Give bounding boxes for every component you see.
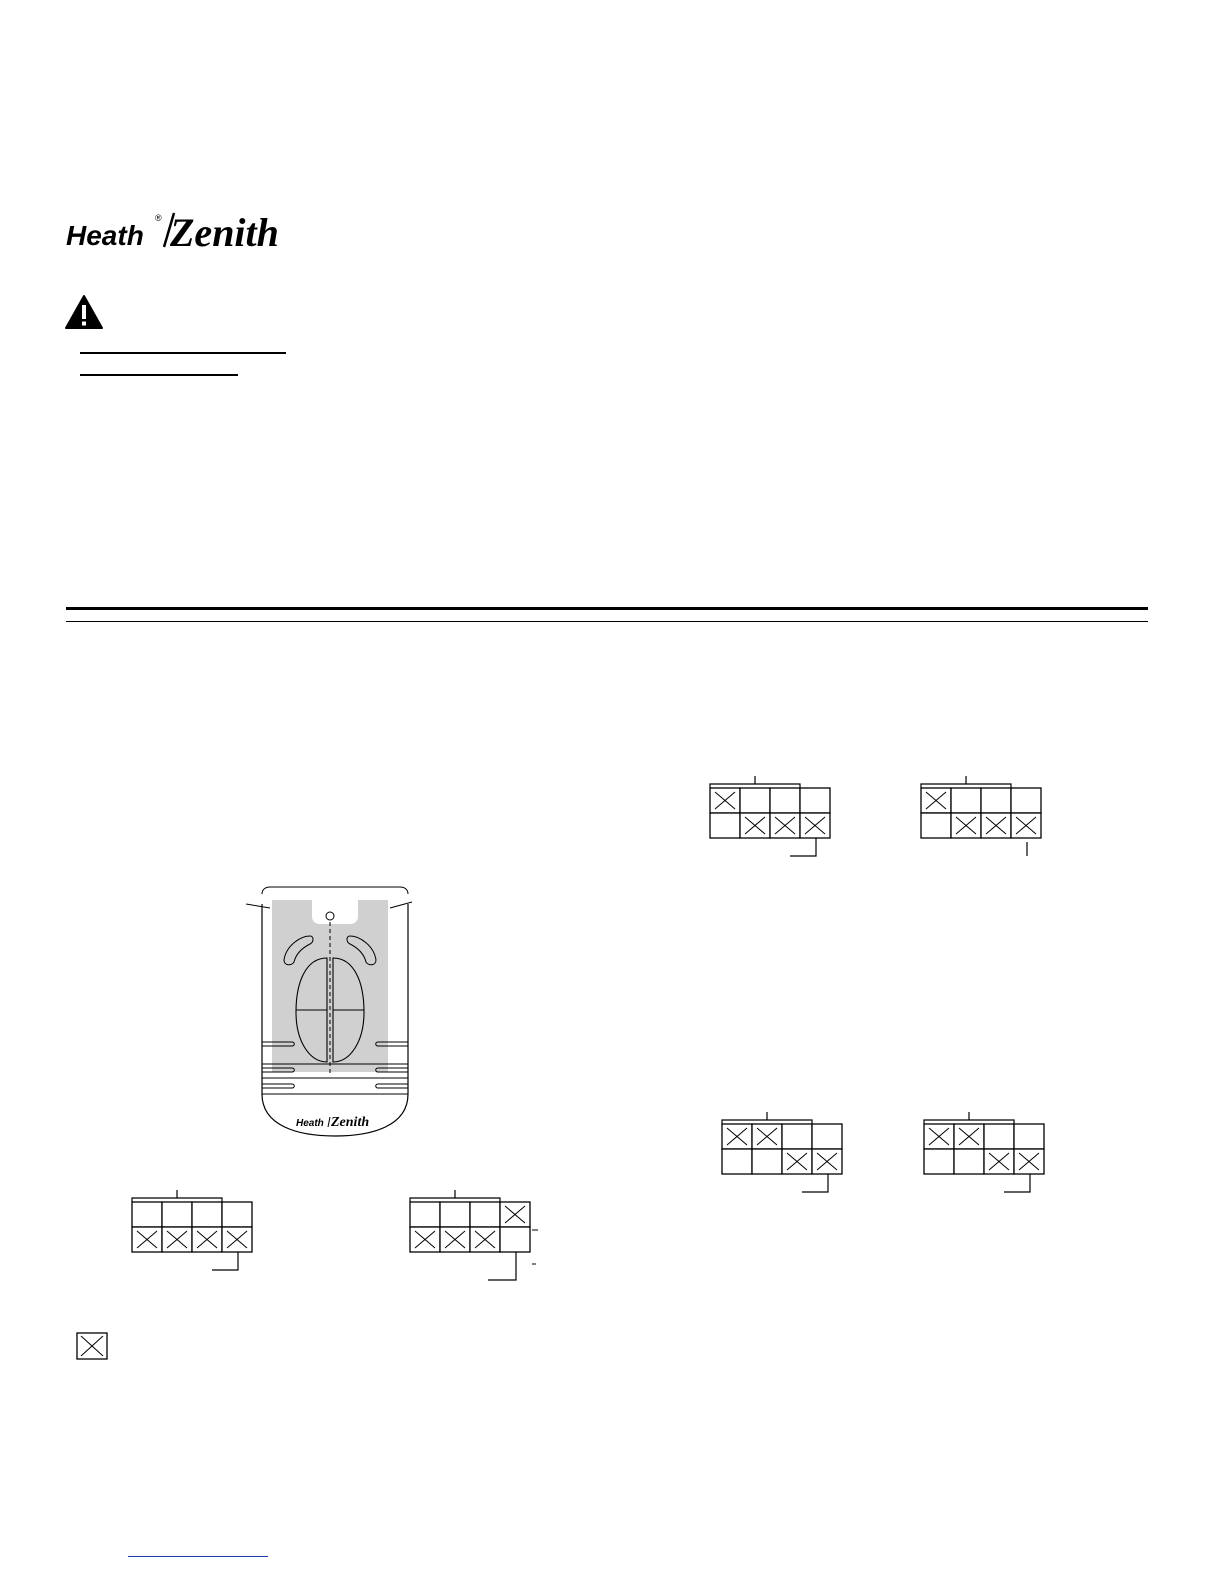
switch-diagram-e	[718, 1108, 850, 1208]
logo-registered-mark: ®	[155, 213, 162, 223]
switch-diagram-f	[920, 1108, 1052, 1208]
switch-cell	[782, 1124, 812, 1149]
switch-leader	[802, 1174, 828, 1192]
switch-cell	[1014, 1124, 1044, 1149]
logo-zenith-text: Zenith	[170, 210, 279, 255]
remote-logo-zenith: Zenith	[331, 1115, 370, 1130]
switch-cell	[132, 1202, 162, 1227]
remote-logo-heath: Heath	[296, 1118, 324, 1129]
section-divider-thick	[66, 607, 1148, 610]
switch-cell	[1011, 788, 1041, 813]
switch-diagram-b	[406, 1186, 538, 1302]
heath-zenith-logo	[66, 205, 311, 255]
switch-cell	[410, 1202, 440, 1227]
switch-leader	[790, 838, 816, 856]
switch-cell	[800, 788, 830, 813]
switch-cell	[981, 788, 1011, 813]
switch-cell	[722, 1149, 752, 1174]
switch-diagram-a	[128, 1186, 260, 1302]
switch-cell	[222, 1202, 252, 1227]
switch-cell	[921, 813, 951, 838]
switch-cell	[752, 1149, 782, 1174]
switch-leader	[1004, 1174, 1030, 1192]
footer-link-underline[interactable]	[128, 1556, 268, 1557]
switch-diagram-d	[917, 772, 1049, 872]
remote-control-illustration	[240, 886, 430, 1141]
switch-cell	[500, 1227, 530, 1252]
switch-cell	[770, 788, 800, 813]
switch-cell	[162, 1202, 192, 1227]
switch-cell	[954, 1149, 984, 1174]
section-divider-thin	[66, 621, 1148, 622]
switch-cell	[710, 813, 740, 838]
switch-cell	[740, 788, 770, 813]
switch-cell	[470, 1202, 500, 1227]
switch-diagram-c	[706, 772, 838, 872]
switch-leader	[212, 1252, 238, 1270]
switch-cell	[924, 1149, 954, 1174]
switch-leader	[488, 1252, 516, 1280]
legend-x-box-icon	[76, 1332, 108, 1360]
switch-cell	[812, 1124, 842, 1149]
switch-cell	[192, 1202, 222, 1227]
switch-cell	[440, 1202, 470, 1227]
logo-heath-text: Heath	[66, 220, 144, 251]
switch-cell	[984, 1124, 1014, 1149]
switch-cell	[951, 788, 981, 813]
warning-underline-2	[80, 374, 238, 376]
warning-triangle-icon	[64, 294, 104, 330]
warning-underline-1	[80, 352, 286, 354]
